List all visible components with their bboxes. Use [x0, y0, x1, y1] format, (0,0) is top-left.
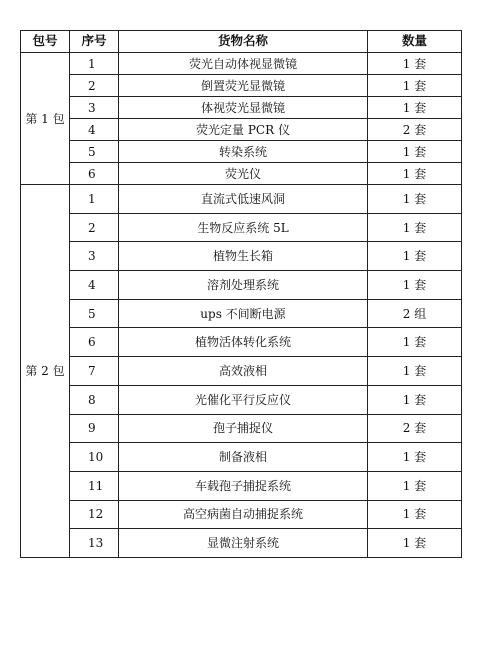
seq-cell: 6 — [70, 163, 119, 185]
name-cell: ups 不间断电源 — [119, 299, 368, 328]
qty-cell: 2 套 — [368, 414, 462, 443]
qty-cell: 1 套 — [368, 185, 462, 214]
qty-cell: 1 套 — [368, 75, 462, 97]
seq-cell: 3 — [70, 242, 119, 271]
name-cell: 制备液相 — [119, 443, 368, 472]
qty-cell: 1 套 — [368, 357, 462, 386]
name-cell: 孢子捕捉仪 — [119, 414, 368, 443]
seq-cell: 9 — [70, 414, 119, 443]
qty-cell: 1 套 — [368, 242, 462, 271]
header-name: 货物名称 — [119, 31, 368, 53]
qty-cell: 1 套 — [368, 141, 462, 163]
seq-cell: 12 — [70, 500, 119, 529]
qty-cell: 1 套 — [368, 500, 462, 529]
name-cell: 光催化平行反应仪 — [119, 385, 368, 414]
table-row — [21, 299, 462, 328]
package-label: 第 2 包 — [21, 185, 70, 558]
seq-cell: 13 — [70, 529, 119, 558]
qty-cell: 1 套 — [368, 529, 462, 558]
name-cell: 溶剂处理系统 — [119, 271, 368, 300]
name-cell: 倒置荧光显微镜 — [119, 75, 368, 97]
name-cell: 直流式低速风洞 — [119, 185, 368, 214]
table-row — [21, 119, 462, 141]
table-row — [21, 213, 462, 242]
name-cell: 植物生长箱 — [119, 242, 368, 271]
table-row — [21, 357, 462, 386]
name-cell: 车载孢子捕捉系统 — [119, 471, 368, 500]
table-row — [21, 443, 462, 472]
seq-cell: 6 — [70, 328, 119, 357]
qty-cell: 1 套 — [368, 328, 462, 357]
qty-cell: 2 组 — [368, 299, 462, 328]
name-cell: 显微注射系统 — [119, 529, 368, 558]
table-row — [21, 141, 462, 163]
table-row — [21, 529, 462, 558]
qty-cell: 1 套 — [368, 53, 462, 75]
qty-cell: 1 套 — [368, 271, 462, 300]
name-cell: 植物活体转化系统 — [119, 328, 368, 357]
name-cell: 荧光仪 — [119, 163, 368, 185]
goods-table — [20, 30, 462, 558]
seq-cell: 4 — [70, 119, 119, 141]
qty-cell: 1 套 — [368, 385, 462, 414]
qty-cell: 1 套 — [368, 213, 462, 242]
table-row — [21, 75, 462, 97]
name-cell: 荧光定量 PCR 仪 — [119, 119, 368, 141]
name-cell: 高空病菌自动捕捉系统 — [119, 500, 368, 529]
table-row — [21, 500, 462, 529]
header-package: 包号 — [21, 31, 70, 53]
name-cell: 荧光自动体视显微镜 — [119, 53, 368, 75]
header-qty: 数量 — [368, 31, 462, 53]
qty-cell: 1 套 — [368, 97, 462, 119]
seq-cell: 1 — [70, 185, 119, 214]
seq-cell: 11 — [70, 471, 119, 500]
table-row — [21, 53, 462, 75]
package-2-rows — [21, 185, 462, 558]
qty-cell: 2 套 — [368, 119, 462, 141]
table-row — [21, 242, 462, 271]
name-cell: 生物反应系统 5L — [119, 213, 368, 242]
name-cell: 转染系统 — [119, 141, 368, 163]
seq-cell: 8 — [70, 385, 119, 414]
table-row — [21, 97, 462, 119]
seq-cell: 2 — [70, 75, 119, 97]
table-row — [21, 414, 462, 443]
table-row — [21, 385, 462, 414]
seq-cell: 3 — [70, 97, 119, 119]
table-row — [21, 328, 462, 357]
table-row — [21, 185, 462, 214]
header-seq: 序号 — [70, 31, 119, 53]
table-row — [21, 471, 462, 500]
name-cell: 体视荧光显微镜 — [119, 97, 368, 119]
qty-cell: 1 套 — [368, 443, 462, 472]
package-label: 第 1 包 — [21, 53, 70, 185]
header-row — [21, 31, 462, 53]
seq-cell: 5 — [70, 141, 119, 163]
table-row — [21, 271, 462, 300]
qty-cell: 1 套 — [368, 163, 462, 185]
seq-cell: 5 — [70, 299, 119, 328]
seq-cell: 1 — [70, 53, 119, 75]
seq-cell: 7 — [70, 357, 119, 386]
seq-cell: 4 — [70, 271, 119, 300]
name-cell: 高效液相 — [119, 357, 368, 386]
seq-cell: 10 — [70, 443, 119, 472]
package-1-rows — [21, 53, 462, 185]
table-row — [21, 163, 462, 185]
qty-cell: 1 套 — [368, 471, 462, 500]
seq-cell: 2 — [70, 213, 119, 242]
